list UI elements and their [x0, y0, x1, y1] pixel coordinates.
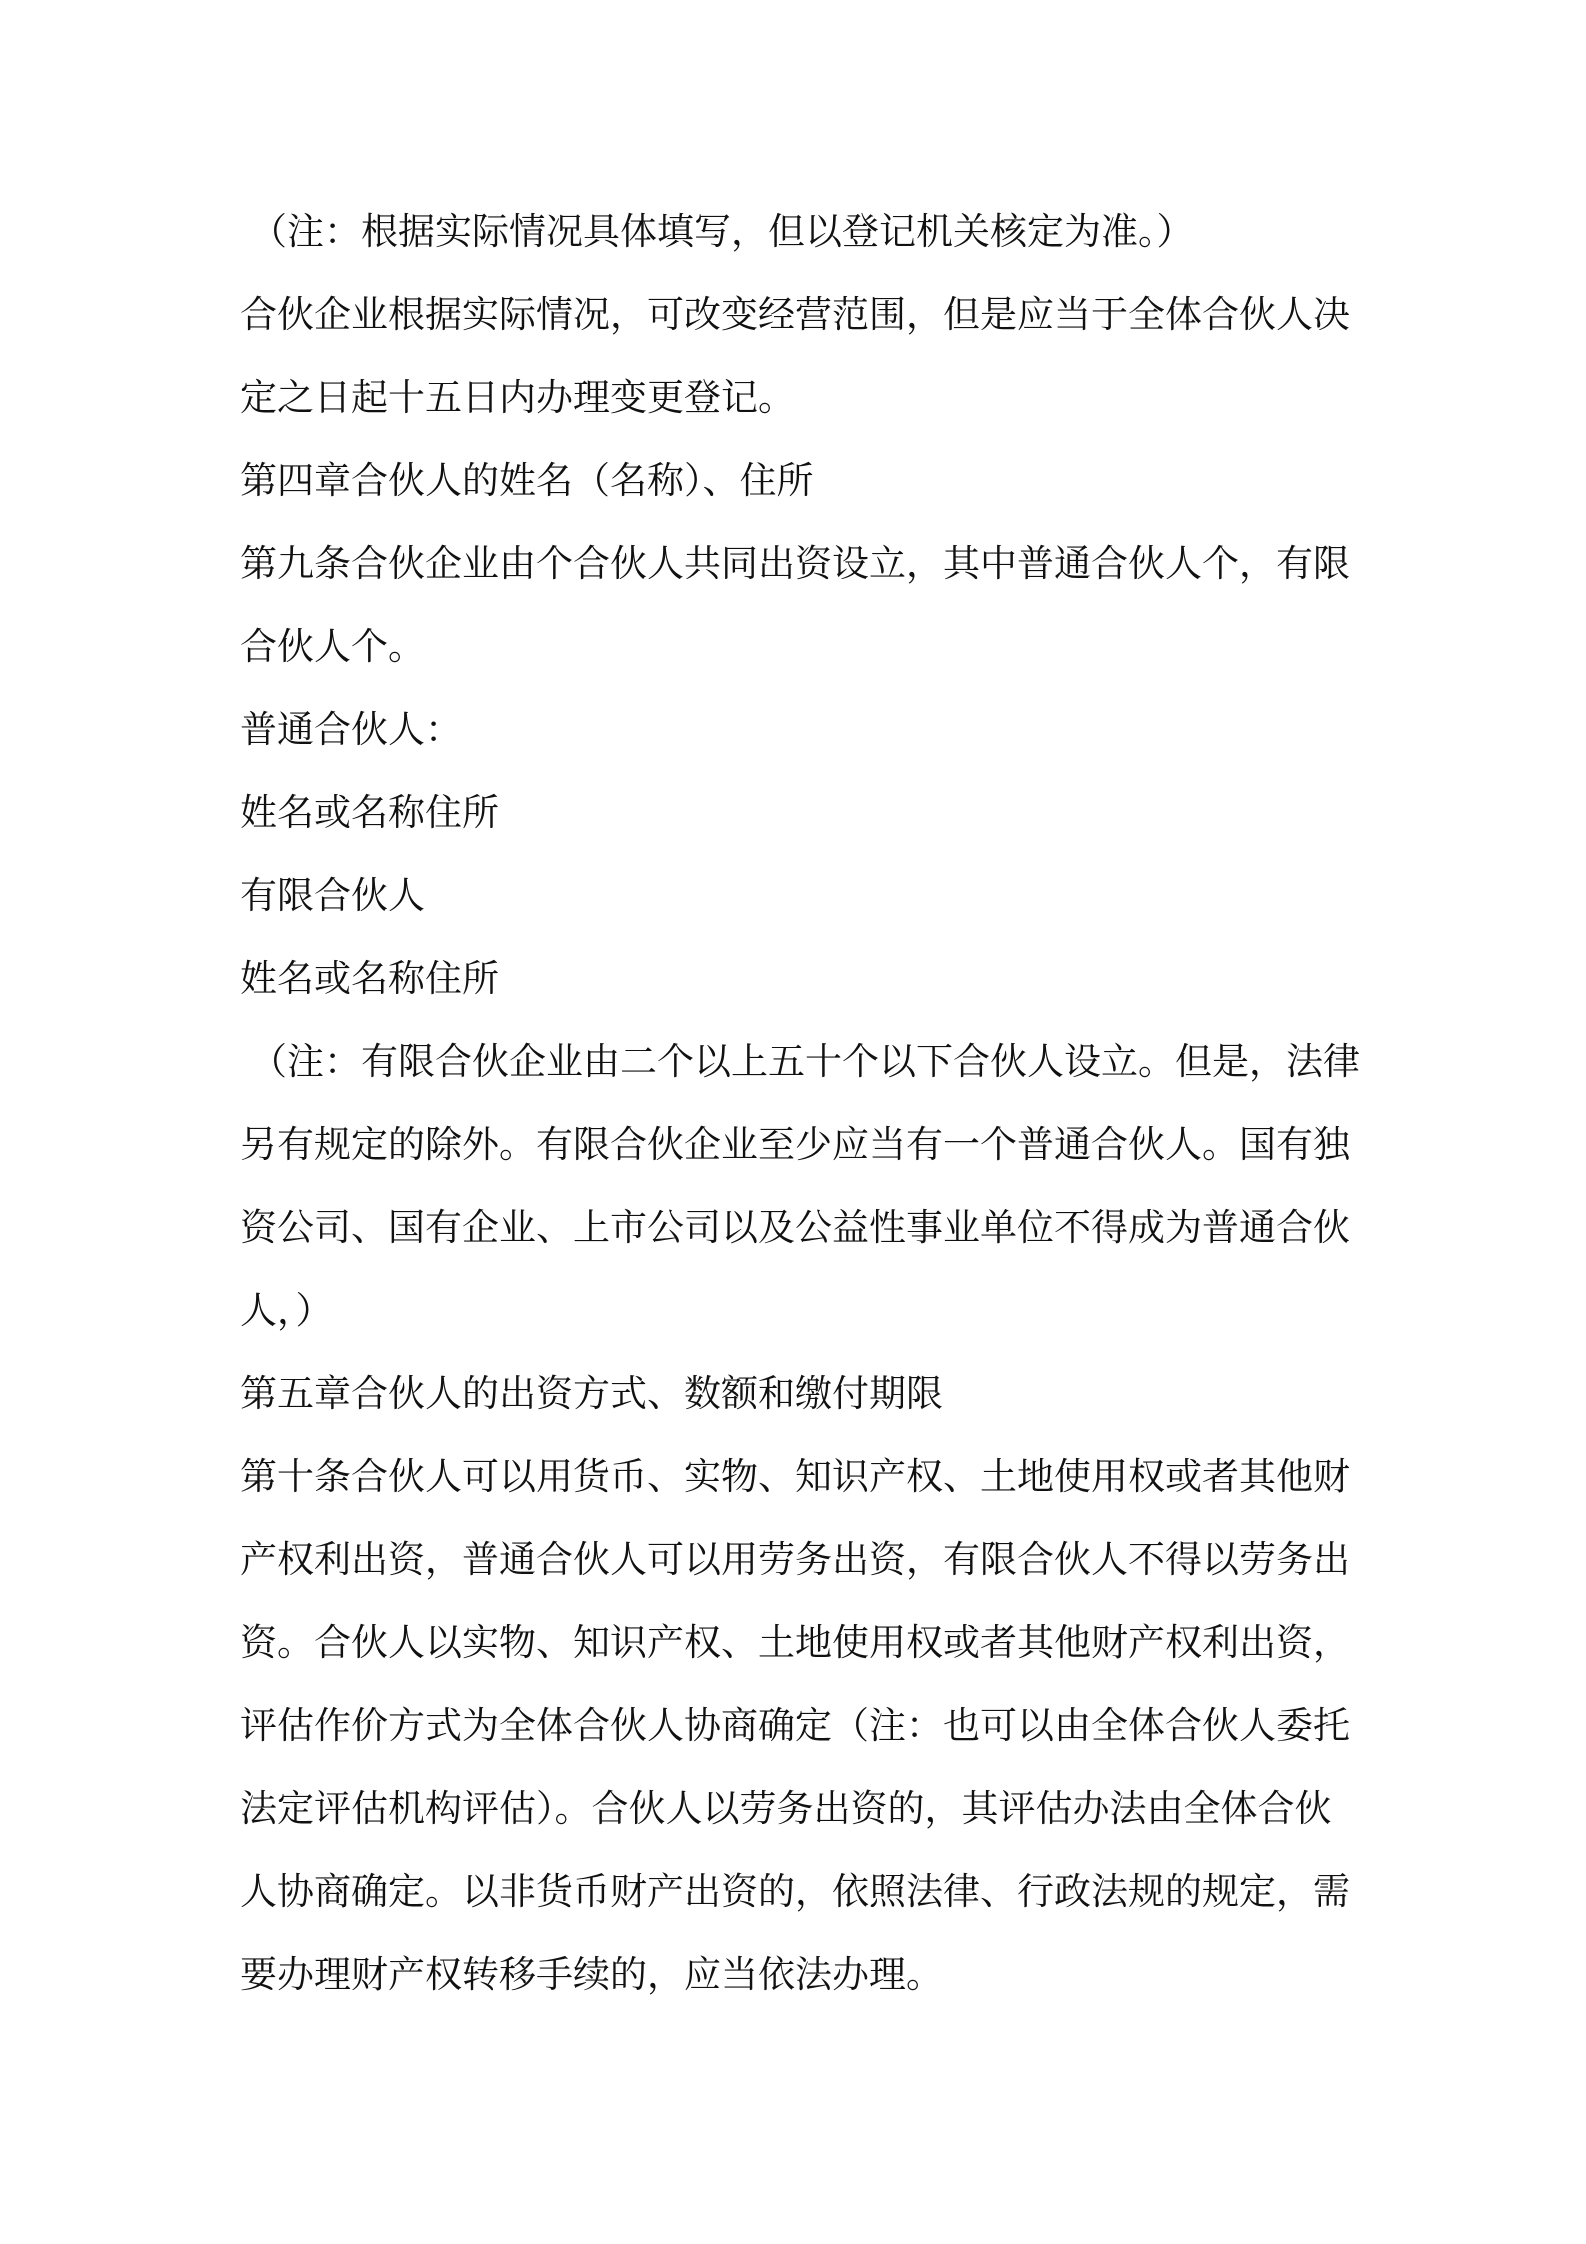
article-10-line-7: 要办理财产权转移手续的，应当依法办理。 — [240, 1953, 943, 1996]
note-partner-limits-line-4: 人，） — [240, 1289, 333, 1332]
chapter-5-heading: 第五章合伙人的出资方式、数额和缴付期限 — [240, 1372, 943, 1415]
article-10-line-5: 法定评估机构评估）。合伙人以劳务出资的，其评估办法由全体合伙 — [240, 1787, 1332, 1830]
note-registration-approval: （注：根据实际情况具体填写，但以登记机关核定为准。） — [250, 210, 1194, 253]
article-10-line-2: 产权利出资，普通合伙人可以用劳务出资，有限合伙人不得以劳务出 — [240, 1538, 1350, 1581]
limited-partner-name-address: 姓名或名称住所 — [240, 957, 499, 1000]
article-10-line-1: 第十条合伙人可以用货币、实物、知识产权、土地使用权或者其他财 — [240, 1455, 1350, 1498]
article-9-line-1: 第九条合伙企业由个合伙人共同出资设立，其中普通合伙人个，有限 — [240, 542, 1350, 585]
note-partner-limits-line-2: 另有规定的除外。有限合伙企业至少应当有一个普通合伙人。国有独 — [240, 1123, 1350, 1166]
note-partner-limits-line-1: （注：有限合伙企业由二个以上五十个以下合伙人设立。但是，法律 — [250, 1040, 1360, 1083]
document-body — [240, 190, 1360, 2016]
article-10-line-4: 评估作价方式为全体合伙人协商确定（注：也可以由全体合伙人委托 — [240, 1704, 1350, 1747]
general-partner-name-address: 姓名或名称住所 — [240, 791, 499, 834]
paragraph-business-scope-line-1: 合伙企业根据实际情况，可改变经营范围，但是应当于全体合伙人决 — [240, 293, 1350, 336]
article-9-line-2: 合伙人个。 — [240, 625, 425, 668]
chapter-4-heading: 第四章合伙人的姓名（名称）、住所 — [240, 459, 814, 502]
limited-partner-label: 有限合伙人 — [240, 874, 425, 917]
paragraph-business-scope-line-2: 定之日起十五日内办理变更登记。 — [240, 376, 795, 419]
article-10-line-6: 人协商确定。以非货币财产出资的，依照法律、行政法规的规定，需 — [240, 1870, 1350, 1913]
note-partner-limits-line-3: 资公司、国有企业、上市公司以及公益性事业单位不得成为普通合伙 — [240, 1206, 1350, 1249]
article-10-line-3: 资。合伙人以实物、知识产权、土地使用权或者其他财产权利出资， — [240, 1621, 1350, 1664]
general-partner-label: 普通合伙人： — [240, 708, 462, 751]
